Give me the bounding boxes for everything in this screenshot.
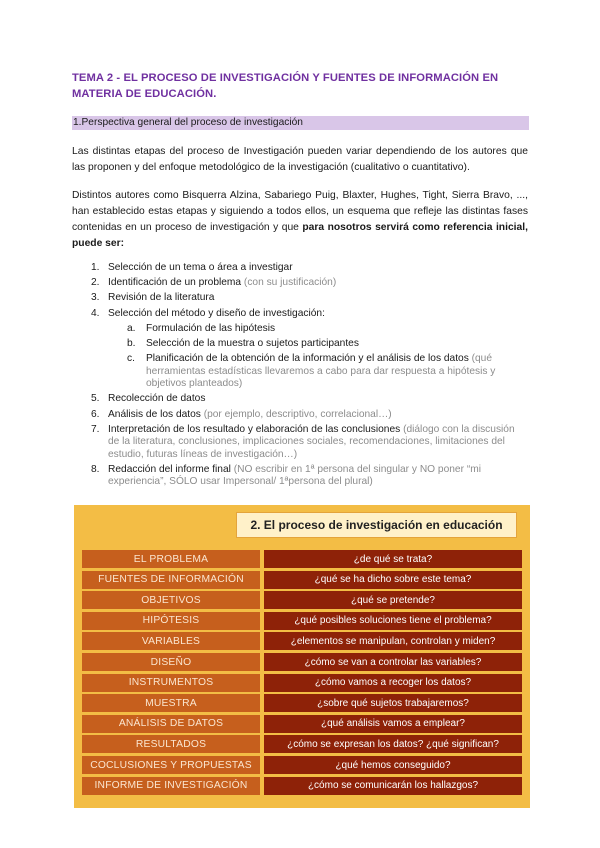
sub-step-item: [72, 338, 528, 351]
step-number: 8.: [91, 463, 100, 475]
infographic-row: [82, 571, 522, 589]
authors-paragraph-text: Distintos autores como Bisquerra Alzina, Sabariego Puig, Blaxter, Hughes, Tight, Sierra Bravo, ..., han establecido estas etapas y siguiendo a todos ellos, un esquema que refleje las distintas fases contenidas en un proceso de investigación y que: [72, 190, 528, 233]
sub-step-item: [72, 323, 528, 336]
stage-question: ¿qué se ha dicho sobre este tema?: [264, 571, 522, 589]
stage-label: INFORME DE INVESTIGACIÓN: [82, 777, 260, 795]
step-number: 1.: [91, 262, 100, 273]
step-item: [72, 308, 528, 321]
section-heading: 1.Perspectiva general del proceso de investigación: [72, 116, 529, 130]
step-number: a.: [127, 322, 136, 334]
stage-question: ¿qué posibles soluciones tiene el problema?: [264, 612, 522, 630]
stage-question: ¿sobre qué sujetos trabajaremos?: [264, 694, 522, 712]
step-number: 3.: [91, 292, 100, 304]
step-note: (por ejemplo, descriptivo, correlacional…): [200, 408, 392, 420]
sub-step-item: [72, 353, 528, 391]
step-number: 6.: [91, 408, 100, 420]
step-number: 2.: [91, 277, 100, 289]
step-item: [72, 464, 528, 489]
stage-label: MUESTRA: [82, 694, 260, 712]
step-number: 4.: [91, 307, 100, 319]
stage-label: VARIABLES: [82, 632, 260, 650]
step-note: (diálogo con la discusión de la literatura, conclusiones, implicaciones sociales, recomendaciones, limitaciones del estudio, futuras líneas de investigación…): [108, 423, 515, 460]
step-text: Revisión de la literatura: [108, 292, 215, 304]
authors-paragraph: [72, 188, 528, 252]
stage-question: ¿elementos se manipulan, controlan y miden?: [264, 632, 522, 650]
step-text: Selección de la muestra o sujetos participantes: [146, 337, 359, 349]
intro-paragraph: Las distintas etapas del proceso de Investigación pueden variar dependiendo de los autores que las proponen y del enfoque metodológico de la investigación (cualitativo o cuantitativo).: [72, 146, 528, 173]
infographic-row: [82, 756, 522, 774]
step-item: [72, 424, 528, 462]
step-text: Formulación de las hipótesis: [146, 322, 276, 334]
infographic-row: [82, 632, 522, 650]
stage-question: ¿cómo vamos a recoger los datos?: [264, 674, 522, 692]
stage-label: EL PROBLEMA: [82, 550, 260, 568]
authors-paragraph-bold: para nosotros servirá como referencia inicial, puede ser:: [72, 222, 528, 249]
stage-label: ANÁLISIS DE DATOS: [82, 715, 260, 733]
infographic-header: 2. El proceso de investigación en educación: [236, 512, 517, 538]
infographic-row: [82, 715, 522, 733]
stage-question: ¿de qué se trata?: [264, 550, 522, 568]
stage-question: ¿qué análisis vamos a emplear?: [264, 715, 522, 733]
step-number: c.: [127, 353, 135, 365]
step-text: Redacción del informe final: [108, 463, 231, 475]
stage-question: ¿cómo se van a controlar las variables?: [264, 653, 522, 671]
stage-question: ¿cómo se expresan los datos? ¿qué significan?: [264, 735, 522, 753]
infographic-row: [82, 674, 522, 692]
step-item: [72, 409, 528, 422]
infographic-row: [82, 653, 522, 671]
stage-question: ¿qué hemos conseguido?: [264, 756, 522, 774]
step-number: 5.: [91, 393, 100, 405]
stage-question: ¿cómo se comunicarán los hallazgos?: [264, 777, 522, 795]
step-item: [72, 262, 528, 275]
step-note: (con su justificación): [241, 277, 337, 289]
infographic-row: [82, 591, 522, 609]
stage-question: ¿qué se pretende?: [264, 591, 522, 609]
stage-label: DISEÑO: [82, 653, 260, 671]
step-text: Selección del método y diseño de investigación:: [108, 307, 325, 319]
step-item: [72, 393, 528, 406]
step-item: [72, 277, 528, 290]
step-text: Planificación de la obtención de la información y el análisis de los datos: [146, 353, 469, 365]
stage-label: COCLUSIONES Y PROPUESTAS: [82, 756, 260, 774]
step-item: [72, 292, 528, 305]
document-title: TEMA 2 - EL PROCESO DE INVESTIGACIÓN Y FUENTES DE INFORMACIÓN EN MATERIA DE EDUCACIÓN.: [72, 72, 499, 100]
step-text: Selección de un tema o área a investigar: [108, 262, 293, 273]
stage-label: HIPÓTESIS: [82, 612, 260, 630]
step-note: (qué herramientas estadísticas llevaremos a cabo para dar respuesta a hipótesis y objetivos planteados): [146, 353, 496, 390]
steps-list: [72, 262, 528, 492]
infographic-row: [82, 694, 522, 712]
step-text: Recolección de datos: [108, 393, 206, 405]
step-number: b.: [127, 337, 136, 349]
step-number: 7.: [91, 423, 100, 435]
stage-label: RESULTADOS: [82, 735, 260, 753]
step-text: Identificación de un problema: [108, 277, 242, 289]
stage-label: FUENTES DE INFORMACIÓN: [82, 571, 260, 589]
infographic-row: [82, 612, 522, 630]
step-text: Interpretación de los resultado y elaboración de las conclusiones: [108, 423, 401, 435]
infographic-row: [82, 550, 522, 568]
stage-label: OBJETIVOS: [82, 591, 260, 609]
step-note: (NO escribir en 1ª persona del singular y NO poner “mi experiencia”, SÓLO usar Impersonal/ 1ªpersona del plural): [108, 463, 481, 488]
step-text: Análisis de los datos: [108, 408, 201, 420]
infographic-row: [82, 777, 522, 795]
stage-label: INSTRUMENTOS: [82, 674, 260, 692]
process-infographic: [74, 505, 530, 808]
infographic-row: [82, 735, 522, 753]
